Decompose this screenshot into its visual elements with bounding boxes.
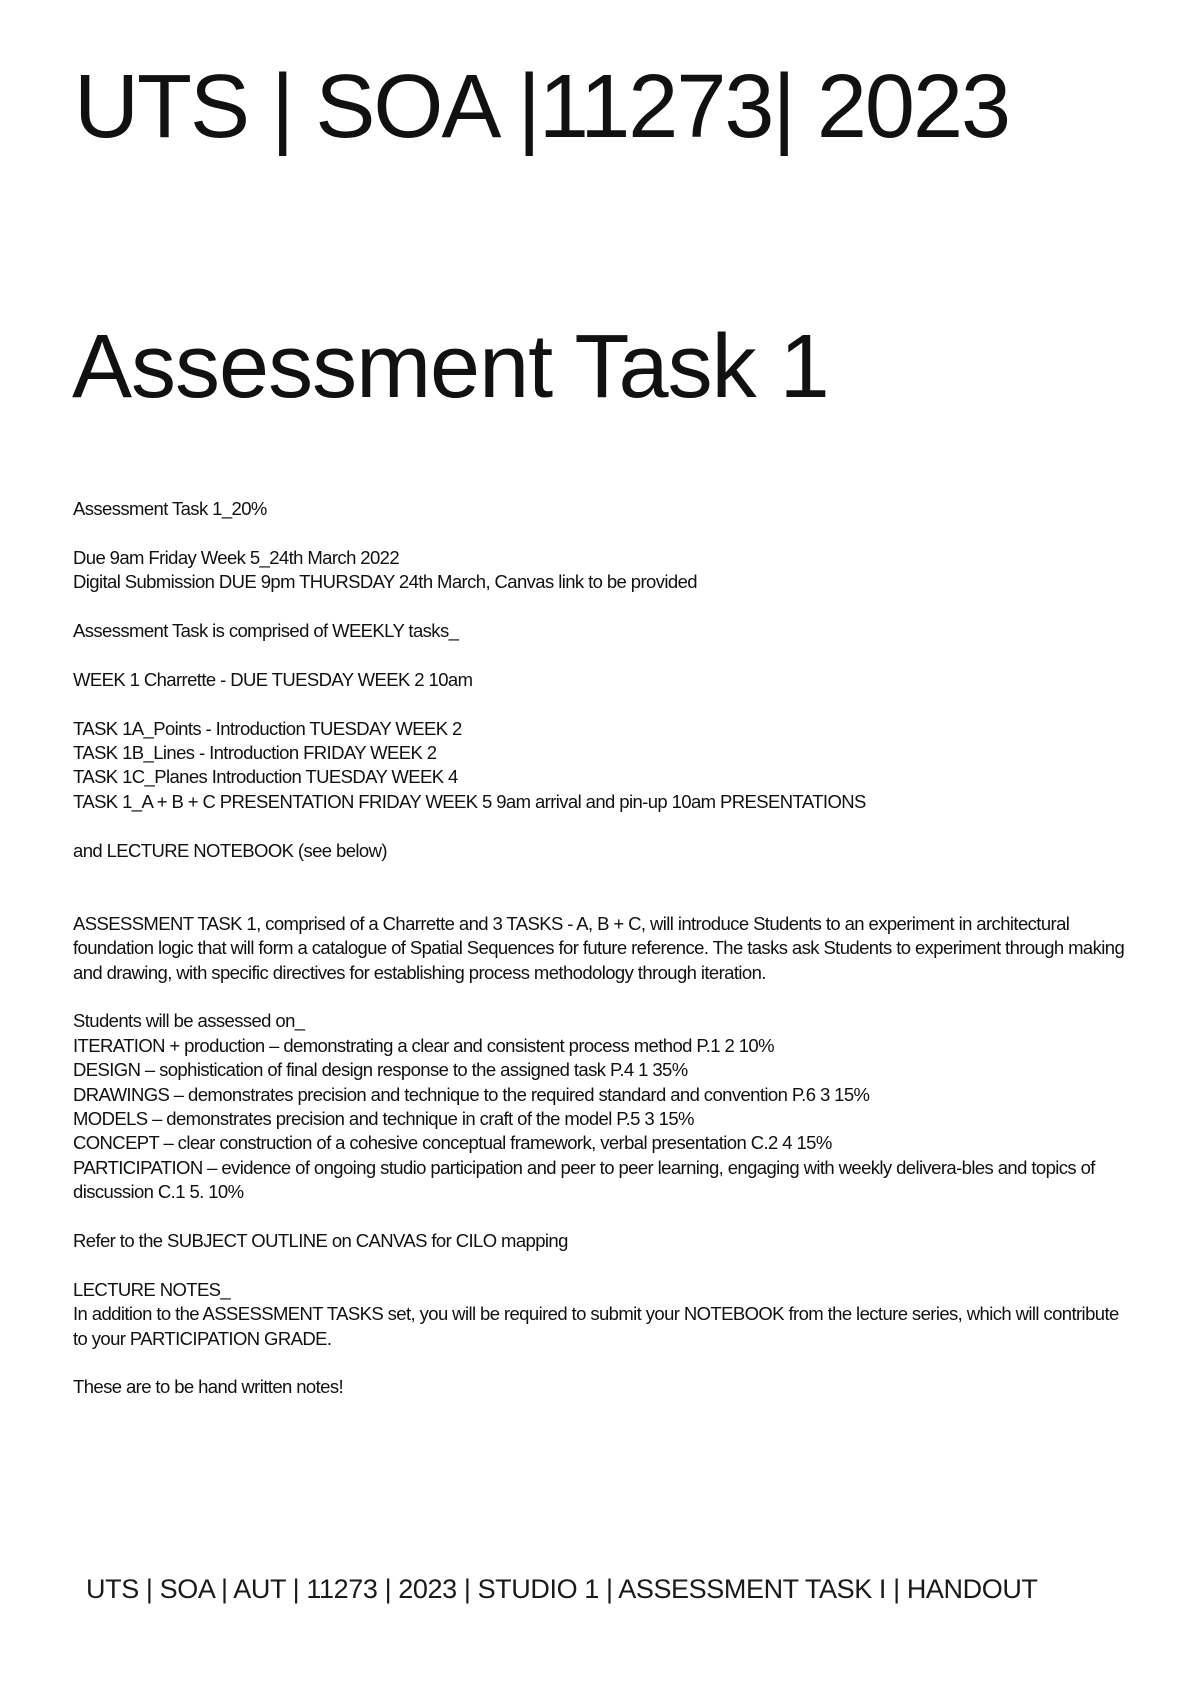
criteria-item: CONCEPT – clear construction of a cohesive conceptual framework, verbal presentation C.2 4 15% <box>73 1132 832 1154</box>
criteria-item: ITERATION + production – demonstrating a clear and consistent process method P.1 2 10% <box>73 1034 774 1056</box>
spacer <box>73 595 1133 619</box>
page-footer: UTS | SOA | AUT | 11273 | 2023 | STUDIO 1 | ASSESSMENT TASK I | HANDOUT <box>86 1574 1038 1604</box>
lecture-notes-text: In addition to the ASSESSMENT TASKS set, you will be required to submit your NOTEBOOK from the lecture series, which will contribute to your PARTICIPATION GRADE. <box>73 1303 1119 1349</box>
criteria-item: DRAWINGS – demonstrates precision and technique to the required standard and convention P.6 3 15% <box>73 1083 870 1105</box>
task-line: TASK 1C_Planes Introduction TUESDAY WEEK 4 <box>73 766 458 788</box>
spacer <box>73 521 1133 545</box>
spacer <box>73 1253 1133 1277</box>
due-date: Due 9am Friday Week 5_24th March 2022 <box>73 546 400 568</box>
criteria-item: DESIGN – sophistication of final design response to the assigned task P.4 1 35% <box>73 1059 688 1081</box>
lecture-notes-heading: LECTURE NOTES_ <box>73 1278 231 1300</box>
task-line: TASK 1A_Points - Introduction TUESDAY WEEK 2 <box>73 717 462 739</box>
spacer <box>73 1351 1133 1375</box>
lecture-notebook-reference: and LECTURE NOTEBOOK (see below) <box>73 839 387 861</box>
comprised-statement: Assessment Task is comprised of WEEKLY tasks_ <box>73 620 459 641</box>
intro-paragraph: ASSESSMENT TASK 1, comprised of a Charrette and 3 TASKS - A, B + C, will introduce Students to an experiment in architectural foundation logic that will form a catalogue of Spatial Sequences for future reference. The tasks ask Students to experiment through making and drawing, with specific directives for establishing process methodology through iteration. <box>73 912 1125 983</box>
spacer <box>73 985 1133 1009</box>
document-title: Assessment Task 1 <box>72 317 829 417</box>
digital-submission: Digital Submission DUE 9pm THURSDAY 24th March, Canvas link to be provided <box>73 571 697 593</box>
criteria-item: PARTICIPATION – evidence of ongoing studio participation and peer to peer learning, engaging with weekly delivera-bles and topics of discussion C.1 5. 10% <box>73 1156 1095 1203</box>
assessment-weight: Assessment Task 1_20% <box>73 498 267 519</box>
spacer <box>73 643 1133 667</box>
handwritten-note: These are to be hand written notes! <box>73 1376 344 1398</box>
header-title: UTS | SOA |11273| 2023 <box>74 57 1010 157</box>
spacer <box>73 814 1133 838</box>
document-body <box>73 497 1133 1400</box>
assessed-heading: Students will be assessed on_ <box>73 1010 305 1032</box>
spacer <box>73 863 1133 912</box>
spacer <box>73 1205 1133 1229</box>
task-line: TASK 1B_Lines - Introduction FRIDAY WEEK 2 <box>73 742 437 763</box>
criteria-item: MODELS – demonstrates precision and technique in craft of the model P.5 3 15% <box>73 1108 694 1130</box>
charrette-line: WEEK 1 Charrette - DUE TUESDAY WEEK 2 10am <box>73 668 473 690</box>
refer-line: Refer to the SUBJECT OUTLINE on CANVAS for CILO mapping <box>73 1230 568 1252</box>
spacer <box>73 692 1133 716</box>
task-line: TASK 1_A + B + C PRESENTATION FRIDAY WEEK 5 9am arrival and pin-up 10am PRESENTATIONS <box>73 790 866 812</box>
